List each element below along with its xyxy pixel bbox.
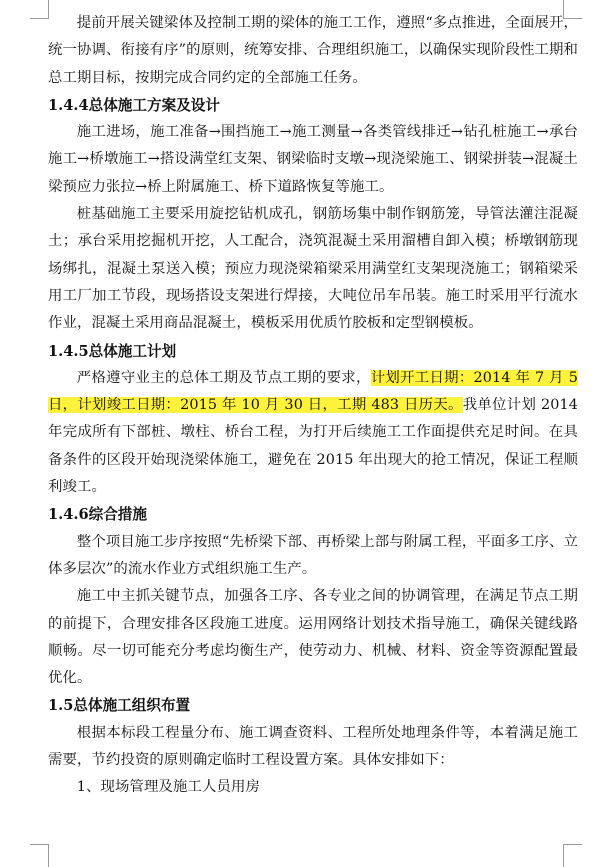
paragraph-process-flow: 施工进场，施工准备→围挡施工→施工测量→各类管线排迁→钻孔桩施工→承台施工→桥墩施工→搭设满堂红支架、钢梁临时支墩→现浇梁施工、钢梁拼装→混凝土梁预应力张拉→桥上附属施工、桥下道路恢复等施工。 <box>48 124 578 195</box>
page-corner-mark-bottom-right <box>563 844 582 867</box>
page-corner-mark-bottom-left <box>30 844 49 867</box>
heading-1-4-4: 1.4.4总体施工方案及设计 <box>48 96 220 114</box>
page-corner-mark-top-left <box>30 0 49 19</box>
heading-1-4-6: 1.4.6综合措施 <box>48 506 147 524</box>
schedule-text-post: 我单位计划 2014 年完成所有下部桩、墩柱、桥台工程，为打开后续施工工作面提供充足时间。在具备条件的区段开始现浇梁体施工，避免在 2015 年出现大的抢工情况，保证工程顺利竣工。 <box>48 397 579 496</box>
schedule-text-pre: 严格遵守业主的总体工期及节点工期的要求， <box>76 369 371 386</box>
paragraph-intro: 提前开展关键梁体及控制工期的梁体的施工工作，遵照“多点推进，全面展开，统一协调、衔接有序”的原则，统筹安排、合理组织施工，以确保实现阶段性工期和总工期目标，按期完成合同约定的全部施工任务。 <box>48 15 578 86</box>
heading-1-4-5: 1.4.5总体施工计划 <box>48 342 177 360</box>
paragraph-schedule <box>48 365 578 501</box>
paragraph-key-nodes: 施工中主抓关键节点，加强各工序、各专业之间的协调管理，在满足节点工期的前提下，合理安排各区段施工进度。运用网络计划技术指导施工，确保关键线路顺畅。尽一切可能充分考虑均衡生产，使劳动力、机械、材料、资金等资源配置最优化。 <box>48 588 578 687</box>
paragraph-foundation-method: 桩基础施工主要采用旋挖钻机成孔，钢筋场集中制作钢筋笼，导管法灌注混凝土；承台采用挖掘机开挖，人工配合，浇筑混凝土采用溜槽自卸入模；桥墩钢筋现场绑扎，混凝土泵送入模；预应力现浇梁箱梁采用满堂红支架现浇施工；钢箱梁采用工厂加工节段，现场搭设支架进行焊接，大吨位吊车吊装。施工时采用平行流水作业，混凝土采用商品混凝土，模板采用优质竹胶板和定型钢模板。 <box>48 206 578 332</box>
document-body <box>48 10 578 802</box>
heading-1-5: 1.5总体施工组织布置 <box>48 697 191 715</box>
paragraph-layout-principle: 根据本标段工程量分布、施工调查资料、工程所处地理条件等，本着满足施工需要，节约投资的原则确定临时工程设置方案。具体安排如下： <box>48 724 578 769</box>
paragraph-sequence: 整个项目施工步序按照“先桥梁下部、再桥梁上部与附属工程，平面多工序、立体多层次”的流水作业方式组织施工生产。 <box>48 533 578 577</box>
paragraph-list-item-1: 1、现场管理及施工人员用房 <box>76 779 260 796</box>
highlighted-schedule-dates: 计划开工日期：2014 年 7 月 5 日，计划竣工日期：2015 年 10 月 30 日，工期 483 日历天。 <box>48 369 578 414</box>
